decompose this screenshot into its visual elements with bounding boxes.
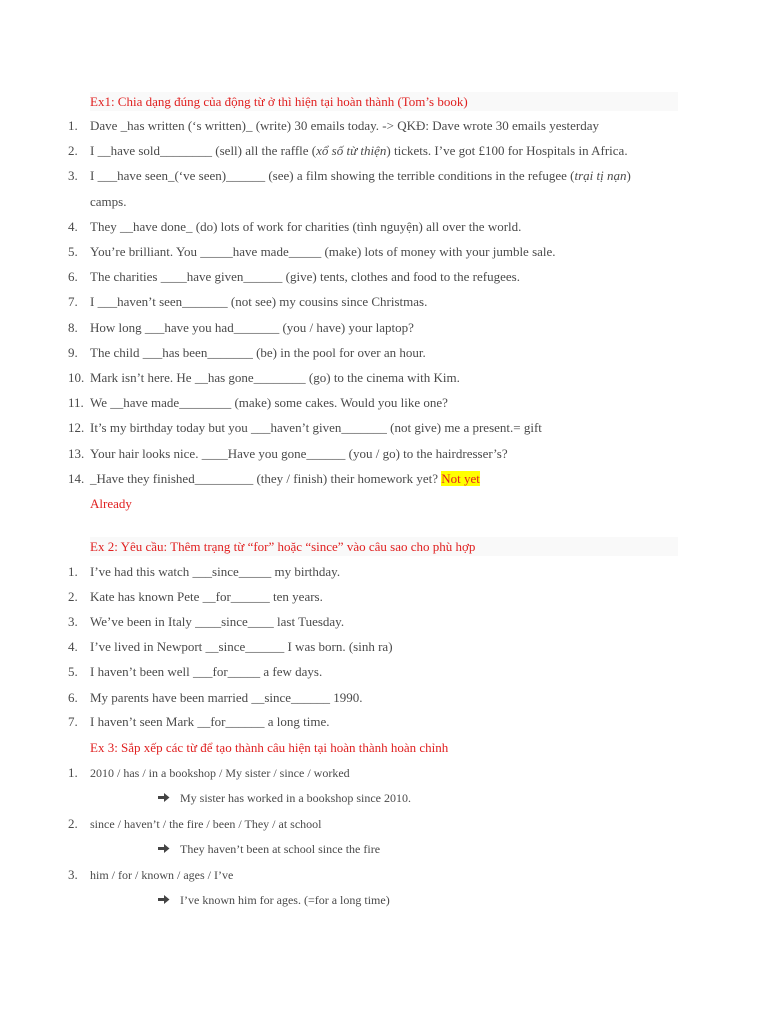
item-number: 2. [68,143,78,158]
item-number: 8. [68,320,78,335]
answer-text: My sister has worked in a bookshop since 2010. [180,791,411,805]
list-item [0,166,768,186]
item-number: 4. [68,219,78,234]
item-text: We __have made________ (make) some cakes. Would you like one? [90,395,448,410]
list-item [0,712,768,732]
list-item [0,116,768,136]
list-item [0,217,768,237]
item-text: Mark isn’t here. He __has gone________ (go) to the cinema with Kim. [90,370,460,385]
list-item [0,444,768,464]
item-text-part: ) [626,168,631,183]
item-text: Kate has known Pete __for______ ten years. [90,589,323,604]
answer-text: They haven’t been at school since the fire [180,842,381,856]
item-number: 6. [68,269,78,284]
item-number: 4. [68,639,78,654]
item-text: I haven’t been well ___for_____ a few days. [90,664,323,679]
item-number: 7. [68,714,78,729]
list-item [0,318,768,338]
item-number: 5. [68,244,78,259]
item-text: Dave _has written (‘s written)_ (write) 30 emails today. -> QKĐ: Dave wrote 30 emails yesterday [90,118,599,133]
list-item [0,763,768,783]
item-number: 1. [68,765,78,780]
item-text: How long ___have you had_______ (you / have) your laptop? [90,320,414,335]
item-continuation: Already [90,496,132,511]
item-text [90,166,631,186]
item-text: It’s my birthday today but you ___haven’t given_______ (not give) me a present.= gift [90,420,542,435]
answer-line [158,890,390,910]
item-number: 3. [68,614,78,629]
answer-text: I’ve known him for ages. (=for a long time) [180,893,390,907]
item-number: 12. [68,420,85,435]
item-text: I haven’t seen Mark __for______ a long time. [90,714,330,729]
list-item [0,393,768,413]
item-text: My parents have been married __since______ 1990. [90,690,363,705]
list-item [0,267,768,287]
list-item [0,587,768,607]
item-number: 10. [68,370,85,385]
item-text: I’ve lived in Newport __since______ I was born. (sinh ra) [90,639,393,654]
list-item [0,292,768,312]
list-item [0,814,768,834]
item-text: They __have done_ (do) lots of work for charities (tình nguyện) all over the world. [90,219,522,234]
list-item [0,612,768,632]
item-number: 9. [68,345,78,360]
item-number: 5. [68,664,78,679]
list-item [0,242,768,262]
list-item [0,637,768,657]
list-item [0,141,768,161]
item-text-italic: xổ số từ thiện [316,143,387,158]
item-number: 6. [68,690,78,705]
item-number: 1. [68,564,78,579]
item-text: The charities ____have given______ (give) tents, clothes and food to the refugees. [90,269,520,284]
item-text: We’ve been in Italy ____since____ last Tuesday. [90,614,345,629]
item-number: 1. [68,118,78,133]
list-item [0,368,768,388]
item-text: I’ve had this watch ___since_____ my birthday. [90,564,341,579]
item-number: 3. [68,867,78,882]
item-number: 2. [68,589,78,604]
item-text [90,141,628,161]
ex1-heading: Ex1: Chia dạng đúng của động từ ở thì hiện tại hoàn thành (Tom’s book) [90,92,678,111]
item-number: 2. [68,816,78,831]
item-text: him / for / known / ages / I’ve [90,868,234,882]
item-text-part: _Have they finished_________ (they / finish) their homework yet? [90,471,442,486]
item-text: I ___haven’t seen_______ (not see) my cousins since Christmas. [90,294,428,309]
list-item [0,662,768,682]
arrow-right-icon [158,890,180,910]
item-text: You’re brilliant. You _____have made_____ (make) lots of money with your jumble sale. [90,244,556,259]
item-number: 7. [68,294,78,309]
item-text: since / haven’t / the fire / been / They / at school [90,817,322,831]
answer-line [158,788,411,808]
highlighted-answer: Not yet [441,471,480,486]
list-item [0,469,768,489]
arrow-right-icon [158,788,180,808]
list-item [0,688,768,708]
list-item [0,418,768,438]
item-text [90,469,480,489]
item-number: 11. [68,395,84,410]
item-text: 2010 / has / in a bookshop / My sister / since / worked [90,766,350,780]
list-item [0,562,768,582]
item-continuation: camps. [90,194,127,209]
item-text-part: I __have sold________ (sell) all the raffle ( [90,143,317,158]
item-text-italic: trại tị nạn [574,168,627,183]
item-number: 13. [68,446,85,461]
item-number: 14. [68,471,85,486]
ex3-heading: Ex 3: Sắp xếp các từ để tạo thành câu hiện tại hoàn thành hoàn chỉnh [90,740,449,755]
item-text: Your hair looks nice. ____Have you gone______ (you / go) to the hairdresser’s? [90,446,508,461]
ex2-heading: Ex 2: Yêu cầu: Thêm trạng từ “for” hoặc “since” vào câu sao cho phù hợp [90,537,678,556]
arrow-right-icon [158,839,180,859]
item-text: The child ___has been_______ (be) in the pool for over an hour. [90,345,426,360]
answer-line [158,839,380,859]
item-text-part: I ___have seen_(‘ve seen)______ (see) a film showing the terrible conditions in the refugee ( [90,168,575,183]
list-item [0,343,768,363]
item-text-part: ) tickets. I’ve got £100 for Hospitals in Africa. [386,143,628,158]
list-item [0,865,768,885]
item-number: 3. [68,168,78,183]
